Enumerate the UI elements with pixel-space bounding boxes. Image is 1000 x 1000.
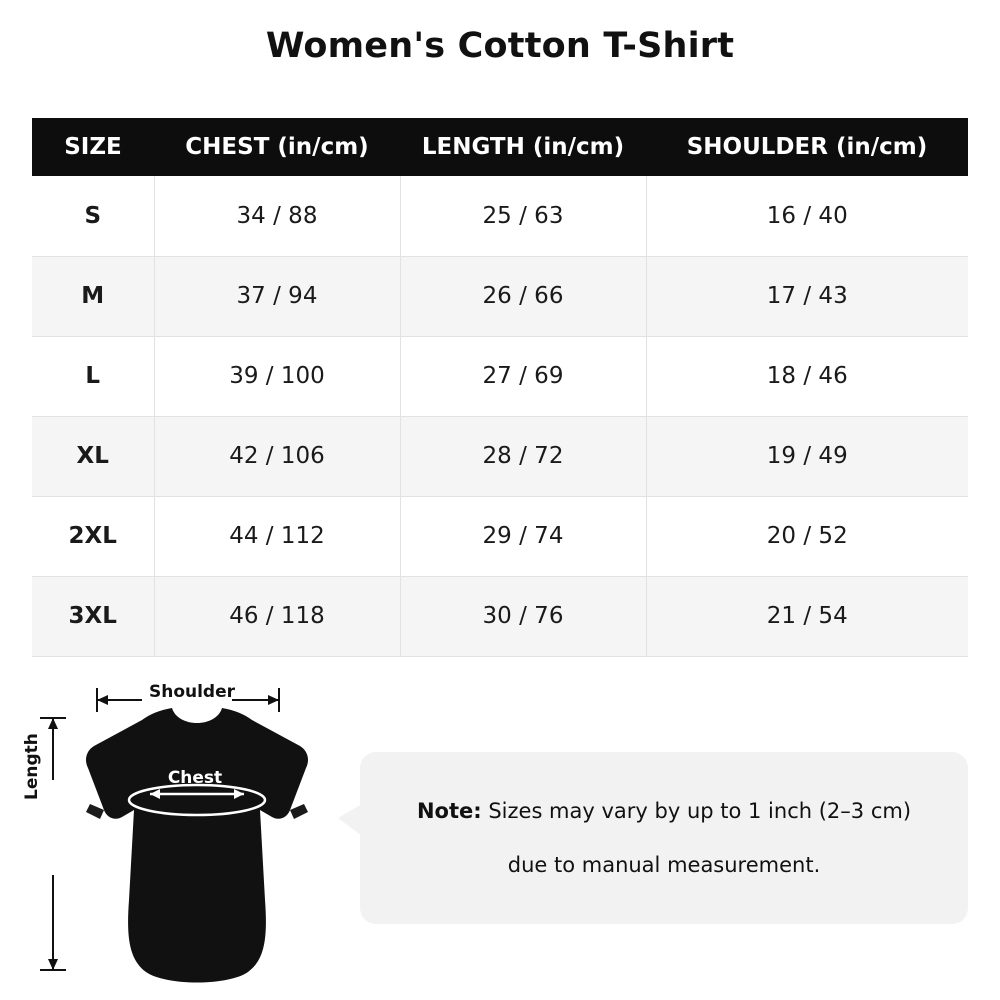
cell-size: S bbox=[32, 176, 154, 256]
cell-length: 27 / 69 bbox=[400, 336, 646, 416]
table-row bbox=[32, 336, 968, 416]
cell-size: XL bbox=[32, 416, 154, 496]
tshirt-shape bbox=[86, 705, 308, 983]
cell-length: 25 / 63 bbox=[400, 176, 646, 256]
cell-chest: 42 / 106 bbox=[154, 416, 400, 496]
cell-length: 30 / 76 bbox=[400, 576, 646, 656]
size-chart-table bbox=[32, 118, 968, 657]
length-arrow-bottom bbox=[48, 959, 58, 970]
cell-shoulder: 17 / 43 bbox=[646, 256, 968, 336]
tshirt-diagram bbox=[32, 660, 362, 990]
note-line-2: due to manual measurement. bbox=[507, 853, 821, 877]
length-measure-label: Length bbox=[22, 733, 42, 800]
table-row bbox=[32, 176, 968, 256]
table-row bbox=[32, 256, 968, 336]
cell-chest: 37 / 94 bbox=[154, 256, 400, 336]
cell-size: L bbox=[32, 336, 154, 416]
note-text-1: Sizes may vary by up to 1 inch (2–3 cm) bbox=[481, 799, 912, 823]
chest-measure-label: Chest bbox=[167, 768, 223, 788]
cell-shoulder: 21 / 54 bbox=[646, 576, 968, 656]
column-header-length: LENGTH (in/cm) bbox=[400, 118, 646, 176]
cell-shoulder: 19 / 49 bbox=[646, 416, 968, 496]
cell-chest: 44 / 112 bbox=[154, 496, 400, 576]
cell-size: M bbox=[32, 256, 154, 336]
cell-size: 2XL bbox=[32, 496, 154, 576]
column-header-size: SIZE bbox=[32, 118, 154, 176]
cell-shoulder: 16 / 40 bbox=[646, 176, 968, 256]
column-header-chest: CHEST (in/cm) bbox=[154, 118, 400, 176]
cell-length: 26 / 66 bbox=[400, 256, 646, 336]
cell-shoulder: 18 / 46 bbox=[646, 336, 968, 416]
shoulder-measure-label: Shoulder bbox=[148, 682, 236, 702]
length-measure-guide bbox=[40, 718, 66, 970]
table-header-row bbox=[32, 118, 968, 176]
note-callout bbox=[360, 752, 968, 924]
cell-size: 3XL bbox=[32, 576, 154, 656]
note-prefix: Note: bbox=[416, 799, 482, 823]
cell-chest: 39 / 100 bbox=[154, 336, 400, 416]
table-body bbox=[32, 176, 968, 656]
cell-shoulder: 20 / 52 bbox=[646, 496, 968, 576]
cell-chest: 46 / 118 bbox=[154, 576, 400, 656]
table-row bbox=[32, 576, 968, 656]
cell-chest: 34 / 88 bbox=[154, 176, 400, 256]
length-arrow-top bbox=[48, 718, 58, 729]
cell-length: 29 / 74 bbox=[400, 496, 646, 576]
cell-length: 28 / 72 bbox=[400, 416, 646, 496]
page-title: Women's Cotton T-Shirt bbox=[265, 26, 735, 66]
table-row bbox=[32, 416, 968, 496]
note-line-1 bbox=[417, 784, 911, 838]
table-header bbox=[32, 118, 968, 176]
column-header-shoulder: SHOULDER (in/cm) bbox=[646, 118, 968, 176]
tshirt-illustration-svg bbox=[32, 660, 362, 990]
table-row bbox=[32, 496, 968, 576]
